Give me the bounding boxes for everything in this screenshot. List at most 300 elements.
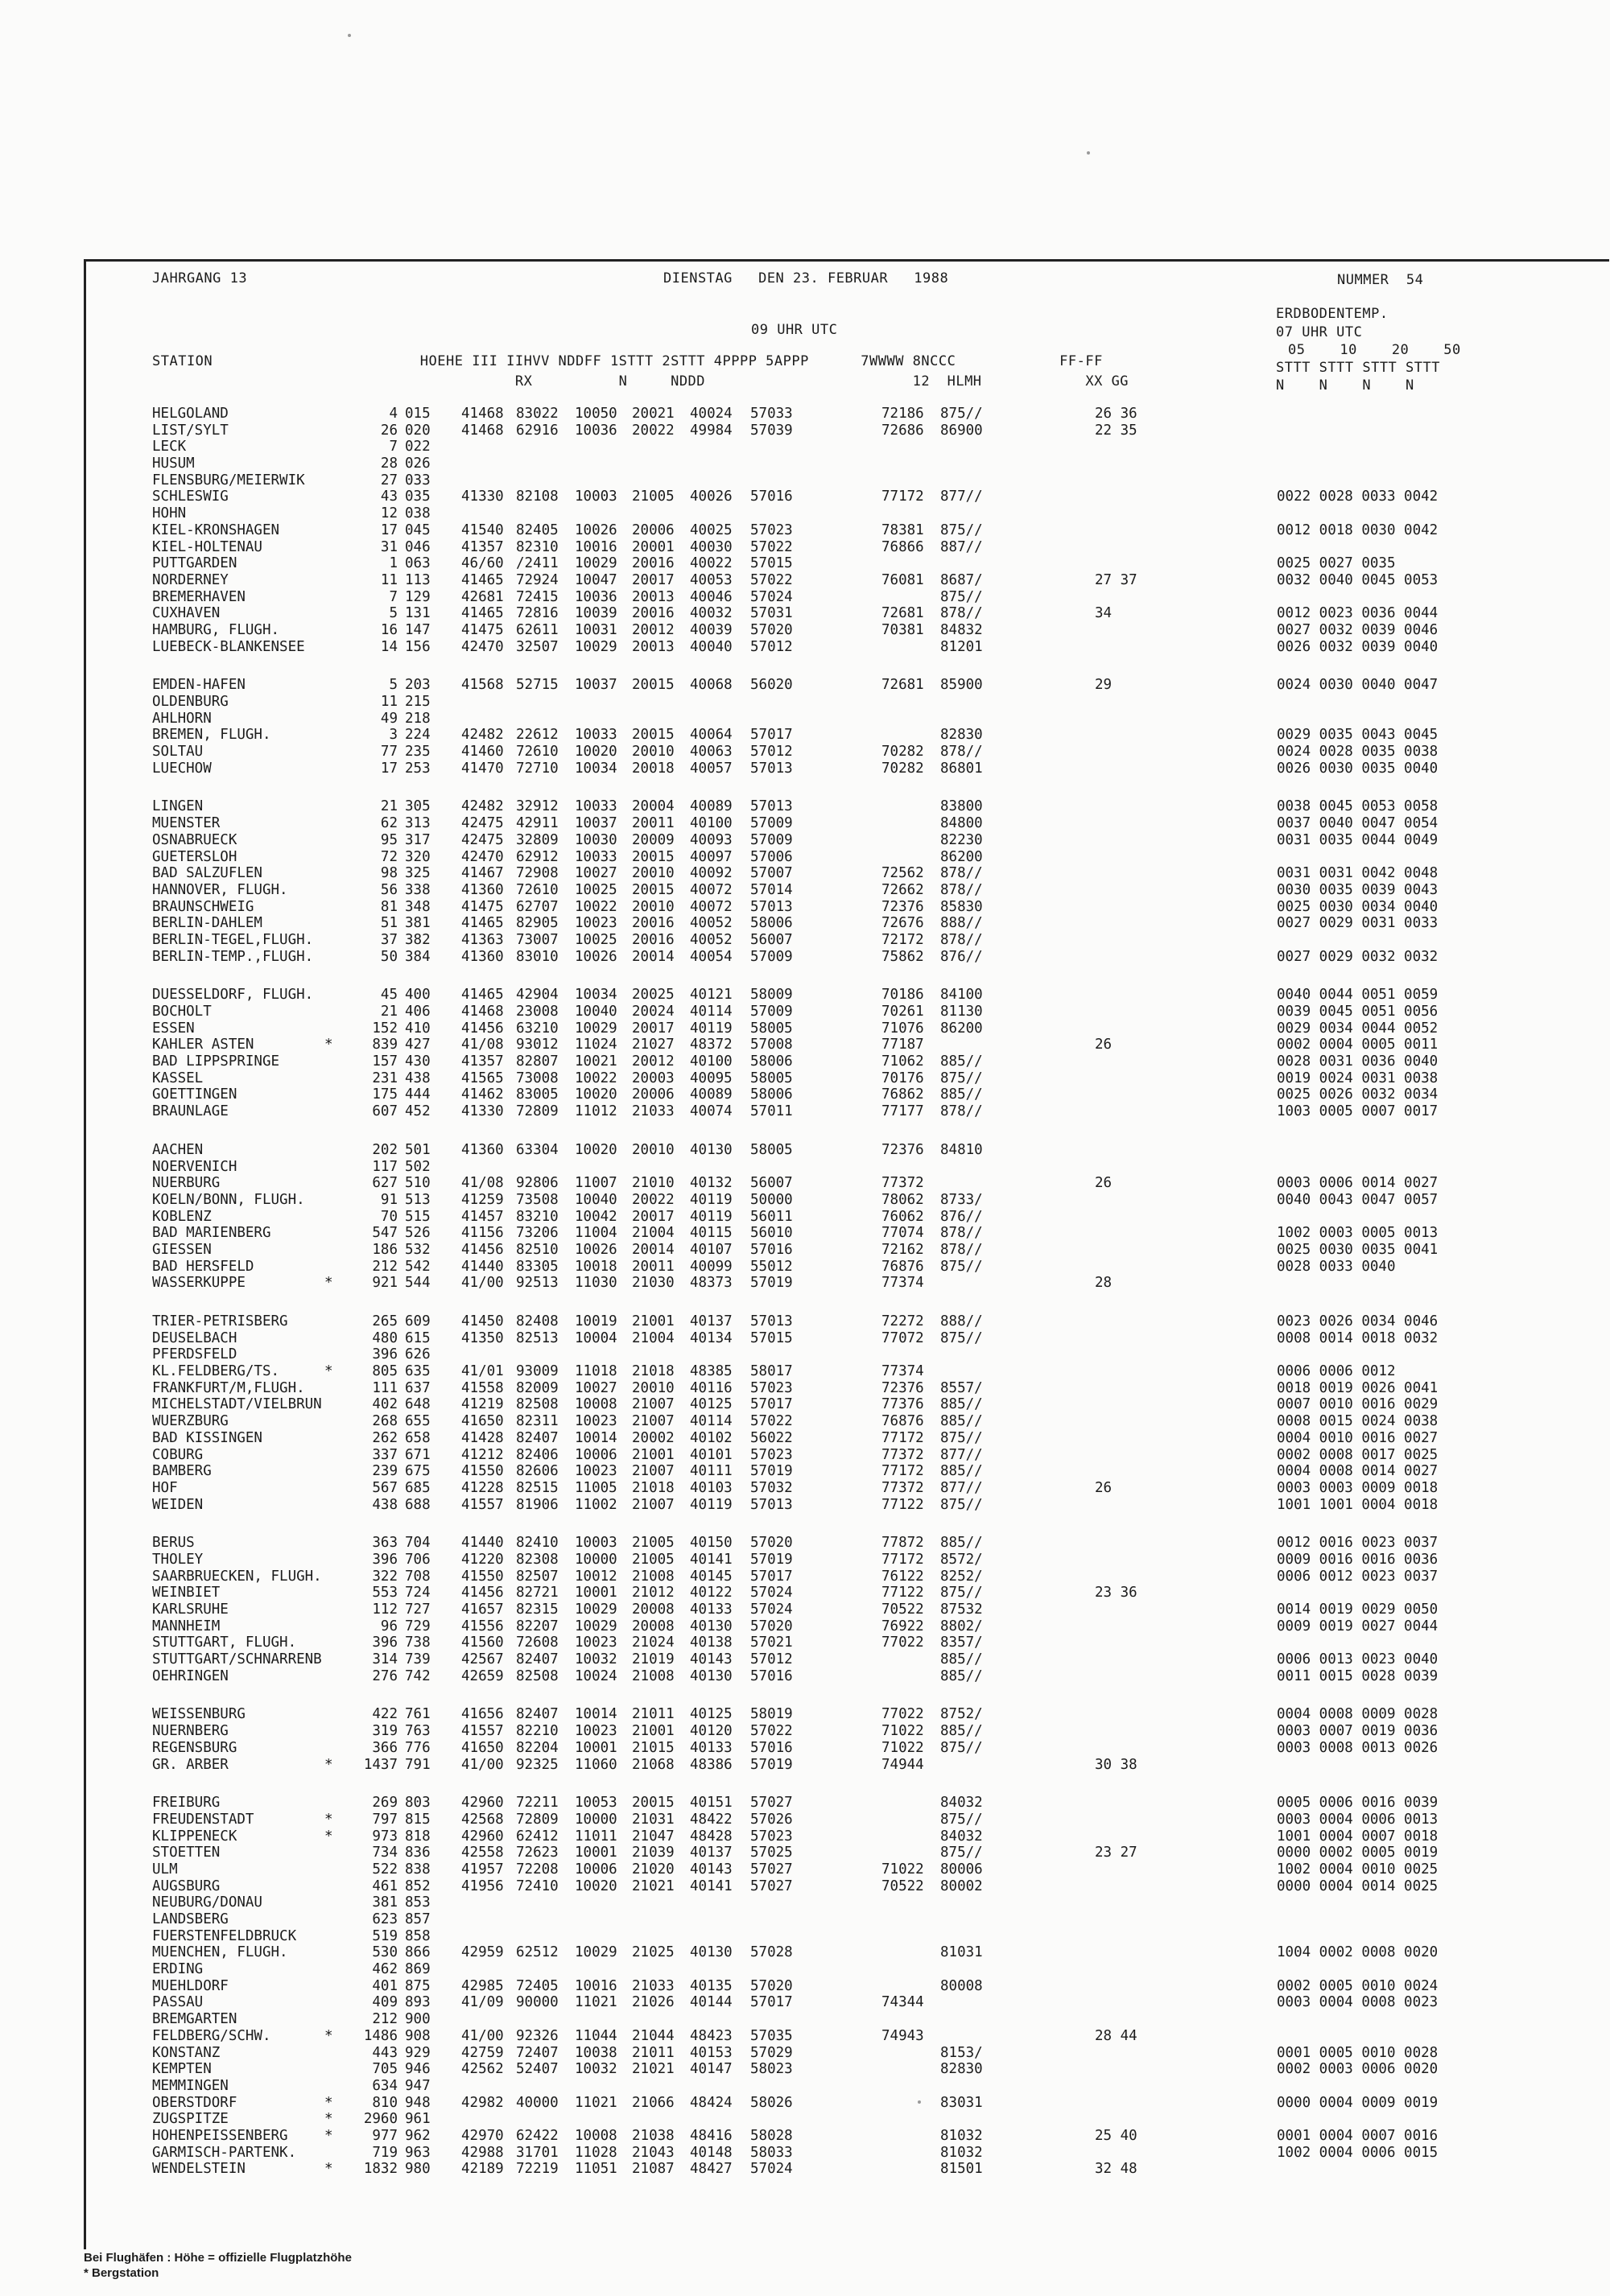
- station-height: 1437: [363, 1756, 398, 1773]
- station-number: 776: [405, 1739, 431, 1756]
- group-7wwww: 72562: [881, 865, 924, 882]
- group-7wwww: 70186: [881, 987, 924, 1004]
- group-5appp: 57024: [750, 1601, 793, 1618]
- station-height: 1832: [363, 2161, 398, 2178]
- soil-temperatures: 0008 0015 0024 0038: [1277, 1413, 1439, 1430]
- group-8nccc: 878//: [940, 1103, 983, 1120]
- group-7wwww: 74943: [881, 2027, 924, 2044]
- soil-temperatures: 0031 0035 0044 0049: [1277, 831, 1439, 848]
- group-2sttt: 21001: [632, 1446, 675, 1463]
- group-iihvv: 41/00: [461, 1275, 504, 1292]
- soil-temperatures: 0026 0032 0039 0040: [1277, 638, 1439, 655]
- group-8nccc: 86900: [940, 422, 983, 439]
- station-name: LIST/SYLT: [152, 422, 229, 439]
- group-5appp: 57015: [750, 555, 793, 572]
- group-4pppp: 40119: [690, 1208, 733, 1225]
- group-8nccc: 87532: [940, 1601, 983, 1618]
- station-number: 838: [405, 1861, 431, 1878]
- group-7wwww: 78062: [881, 1191, 924, 1208]
- station-number: 542: [405, 1258, 431, 1275]
- station-number: 875: [405, 1977, 431, 1994]
- group-nddff: 82721: [516, 1585, 559, 1601]
- group-1sttt: 10032: [575, 2061, 617, 2078]
- station-name: BREMERHAVEN: [152, 588, 246, 605]
- group-nddff: 82207: [516, 1618, 559, 1634]
- station-height: 50: [380, 948, 398, 965]
- station-height: 231: [372, 1070, 398, 1086]
- group-nddff: 82210: [516, 1723, 559, 1740]
- group-nddff: 93009: [516, 1363, 559, 1380]
- soil-temperatures: 0012 0016 0023 0037: [1277, 1535, 1439, 1552]
- station-name: BERLIN-DAHLEM: [152, 915, 262, 932]
- station-row: [152, 1601, 1601, 1618]
- station-height: 212: [372, 2011, 398, 2028]
- station-row: [152, 522, 1601, 539]
- group-7wwww: 70282: [881, 760, 924, 777]
- station-height: 49: [380, 710, 398, 727]
- group-7wwww: 72681: [881, 677, 924, 694]
- group-5appp: 57012: [750, 744, 793, 761]
- group-4pppp: 40143: [690, 1861, 733, 1878]
- group-1sttt: 10026: [575, 1241, 617, 1258]
- group-5appp: 57026: [750, 1811, 793, 1828]
- group-2sttt: 21007: [632, 1413, 675, 1430]
- group-nddff: 82308: [516, 1551, 559, 1568]
- group-8nccc: 84800: [940, 815, 983, 832]
- station-number: 685: [405, 1479, 431, 1496]
- group-1sttt: 10020: [575, 1141, 617, 1158]
- group-4pppp: 40119: [690, 1496, 733, 1513]
- group-iihvv: 41556: [461, 1618, 504, 1634]
- mountain-marker: *: [324, 2161, 333, 2178]
- station-number: 045: [405, 521, 431, 538]
- group-2sttt: 21068: [632, 1756, 675, 1773]
- soil-temperatures: 1001 1001 0004 0018: [1277, 1496, 1439, 1513]
- station-number: 033: [405, 472, 431, 488]
- group-7wwww: 72686: [881, 422, 924, 439]
- group-1sttt: 10023: [575, 1413, 617, 1430]
- group-2sttt: 21044: [632, 2027, 675, 2044]
- group-2sttt: 21011: [632, 2044, 675, 2061]
- group-4pppp: 40103: [690, 1479, 733, 1496]
- group-1sttt: 10001: [575, 1585, 617, 1601]
- soil-temperatures: 0009 0016 0016 0036: [1277, 1551, 1439, 1568]
- group-7wwww: 77122: [881, 1585, 924, 1601]
- group-2sttt: 20016: [632, 555, 675, 572]
- station-row: [152, 1845, 1601, 1861]
- group-1sttt: 10025: [575, 881, 617, 898]
- group-nddff: 73206: [516, 1225, 559, 1242]
- group-1sttt: 10053: [575, 1795, 617, 1812]
- station-row: [152, 1070, 1601, 1087]
- group-2sttt: 20025: [632, 987, 675, 1004]
- station-name: WEISSENBURG: [152, 1706, 246, 1723]
- station-row: [152, 1928, 1601, 1945]
- soil-temp-depths: 05 10 20 50: [1288, 342, 1461, 358]
- station-row: [152, 2161, 1601, 2178]
- group-8nccc: 875//: [940, 1429, 983, 1446]
- station-name: COBURG: [152, 1446, 204, 1463]
- station-name: NEUBURG/DONAU: [152, 1894, 262, 1911]
- group-7wwww: 72376: [881, 1141, 924, 1158]
- group-nddff: 72410: [516, 1878, 559, 1894]
- soil-temperatures: 0009 0019 0027 0044: [1277, 1618, 1439, 1634]
- mountain-marker: *: [324, 1811, 333, 1828]
- group-2sttt: 21001: [632, 1723, 675, 1740]
- station-row: [152, 882, 1601, 899]
- group-4pppp: 40025: [690, 521, 733, 538]
- group-iihvv: 42681: [461, 588, 504, 605]
- group-nddff: 63210: [516, 1020, 559, 1037]
- group-1sttt: 10019: [575, 1313, 617, 1329]
- group-8nccc: 84810: [940, 1141, 983, 1158]
- soil-temperatures: 0022 0028 0033 0042: [1277, 488, 1439, 505]
- soil-temperatures: 0028 0031 0036 0040: [1277, 1053, 1439, 1070]
- station-number: 320: [405, 848, 431, 865]
- station-number: 526: [405, 1225, 431, 1242]
- issue-date: DIENSTAG DEN 23. FEBRUAR 1988: [663, 270, 949, 286]
- group-2sttt: 20012: [632, 621, 675, 638]
- group-2sttt: 20015: [632, 727, 675, 744]
- group-5appp: 57012: [750, 1651, 793, 1668]
- soil-temperatures: 0040 0043 0047 0057: [1277, 1191, 1439, 1208]
- group-4pppp: 48373: [690, 1275, 733, 1292]
- station-number: 218: [405, 710, 431, 727]
- group-5appp: 57024: [750, 1585, 793, 1601]
- group-iihvv: 41360: [461, 948, 504, 965]
- group-1sttt: 10004: [575, 1329, 617, 1346]
- group-4pppp: 40119: [690, 1020, 733, 1037]
- station-height: 3: [389, 727, 398, 744]
- station-number: 113: [405, 571, 431, 588]
- mountain-marker: *: [324, 2094, 333, 2111]
- group-iihvv: 41560: [461, 1634, 504, 1651]
- group-2sttt: 20022: [632, 422, 675, 439]
- group-iihvv: 41465: [461, 571, 504, 588]
- mountain-marker: *: [324, 1756, 333, 1773]
- station-height: 530: [372, 1944, 398, 1961]
- group-5appp: 56011: [750, 1208, 793, 1225]
- station-row: [152, 899, 1601, 916]
- group-7wwww: 77122: [881, 1496, 924, 1513]
- station-row: [152, 832, 1601, 849]
- group-8nccc: 885//: [940, 1053, 983, 1070]
- group-2sttt: 20008: [632, 1601, 675, 1618]
- group-2sttt: 21026: [632, 1994, 675, 2011]
- group-1sttt: 10027: [575, 1379, 617, 1396]
- station-name: REGENSBURG: [152, 1739, 237, 1756]
- station-height: 152: [372, 1020, 398, 1037]
- soil-temperatures: 0024 0030 0040 0047: [1277, 677, 1439, 694]
- station-number: 637: [405, 1379, 431, 1396]
- station-row: [152, 744, 1601, 761]
- group-iihvv: 41156: [461, 1225, 504, 1242]
- station-name: SOLTAU: [152, 744, 204, 761]
- group-7wwww: 76862: [881, 1086, 924, 1103]
- station-name: HOF: [152, 1479, 178, 1496]
- group-4pppp: 48428: [690, 1828, 733, 1845]
- station-height: 1: [389, 555, 398, 572]
- group-5appp: 57023: [750, 1828, 793, 1845]
- soil-temperatures: 0006 0013 0023 0040: [1277, 1651, 1439, 1668]
- station-number: 836: [405, 1845, 431, 1861]
- group-separator: [152, 1773, 1601, 1795]
- group-nddff: 82410: [516, 1535, 559, 1552]
- group-5appp: 57007: [750, 865, 793, 882]
- station-name: STOETTEN: [152, 1845, 221, 1861]
- group-nddff: 73008: [516, 1070, 559, 1086]
- soil-temperatures: 0008 0014 0018 0032: [1277, 1329, 1439, 1346]
- station-row: [152, 1313, 1601, 1330]
- group-4pppp: 40150: [690, 1535, 733, 1552]
- group-iihvv: 41/00: [461, 1756, 504, 1773]
- station-row: [152, 1259, 1601, 1276]
- group-7wwww: 72186: [881, 406, 924, 422]
- group-8nccc: 875//: [940, 588, 983, 605]
- column-subheaders: RX N NDDD 12 HLMH XX GG: [152, 373, 1129, 390]
- wind-gust: 26: [1095, 1037, 1113, 1053]
- station-row: [152, 711, 1601, 728]
- group-iihvv: 41465: [461, 605, 504, 622]
- group-5appp: 57021: [750, 1634, 793, 1651]
- station-height: 96: [380, 1618, 398, 1634]
- group-5appp: 57022: [750, 1413, 793, 1430]
- group-2sttt: 21087: [632, 2161, 675, 2178]
- group-nddff: 83005: [516, 1086, 559, 1103]
- group-4pppp: 40052: [690, 931, 733, 948]
- station-name: LUEBECK-BLANKENSEE: [152, 638, 305, 655]
- station-height: 522: [372, 1861, 398, 1878]
- wind-gust: 29: [1095, 677, 1113, 694]
- group-4pppp: 40119: [690, 1191, 733, 1208]
- group-nddff: 23008: [516, 1004, 559, 1020]
- soil-temperatures: 0003 0004 0006 0013: [1277, 1811, 1439, 1828]
- group-4pppp: 40072: [690, 898, 733, 915]
- station-name: KL.FELDBERG/TS.: [152, 1363, 280, 1380]
- group-7wwww: 76876: [881, 1258, 924, 1275]
- group-7wwww: 76876: [881, 1413, 924, 1430]
- group-nddff: 82905: [516, 915, 559, 932]
- group-nddff: 31701: [516, 2144, 559, 2161]
- station-name: BRAUNSCHWEIG: [152, 898, 254, 915]
- group-5appp: 57028: [750, 1944, 793, 1961]
- soil-temperatures: 0025 0026 0032 0034: [1277, 1086, 1439, 1103]
- group-iihvv: 41363: [461, 931, 504, 948]
- paper-speck: [1087, 151, 1090, 155]
- group-separator: [152, 777, 1601, 798]
- group-2sttt: 20012: [632, 1053, 675, 1070]
- group-5appp: 57012: [750, 638, 793, 655]
- group-iihvv: 41650: [461, 1413, 504, 1430]
- station-number: 635: [405, 1363, 431, 1380]
- station-height: 977: [372, 2127, 398, 2144]
- group-1sttt: 11060: [575, 1756, 617, 1773]
- group-iihvv: 41440: [461, 1258, 504, 1275]
- group-nddff: 72610: [516, 881, 559, 898]
- station-number: 857: [405, 1911, 431, 1927]
- group-2sttt: 21030: [632, 1275, 675, 1292]
- group-4pppp: 40133: [690, 1601, 733, 1618]
- group-1sttt: 10023: [575, 915, 617, 932]
- station-number: 929: [405, 2044, 431, 2061]
- group-4pppp: 40115: [690, 1225, 733, 1242]
- group-5appp: 58005: [750, 1020, 793, 1037]
- group-iihvv: 41475: [461, 898, 504, 915]
- group-1sttt: 10012: [575, 1568, 617, 1585]
- station-number: 815: [405, 1811, 431, 1828]
- group-1sttt: 10016: [575, 1977, 617, 1994]
- group-separator: [152, 1513, 1601, 1535]
- group-5appp: 57023: [750, 521, 793, 538]
- group-1sttt: 10032: [575, 1651, 617, 1668]
- mountain-marker: *: [324, 1363, 333, 1380]
- station-number: 648: [405, 1396, 431, 1413]
- group-1sttt: 10023: [575, 1634, 617, 1651]
- station-name: FREUDENSTADT: [152, 1811, 254, 1828]
- station-name: GOETTINGEN: [152, 1086, 237, 1103]
- group-7wwww: 72172: [881, 931, 924, 948]
- group-2sttt: 20010: [632, 1379, 675, 1396]
- group-nddff: 82513: [516, 1329, 559, 1346]
- group-nddff: 82807: [516, 1053, 559, 1070]
- station-height: 14: [380, 638, 398, 655]
- group-8nccc: 878//: [940, 931, 983, 948]
- group-4pppp: 40102: [690, 1429, 733, 1446]
- group-8nccc: 82830: [940, 2061, 983, 2078]
- station-name: FUERSTENFELDBRUCK: [152, 1927, 297, 1944]
- group-4pppp: 40093: [690, 831, 733, 848]
- group-2sttt: 21012: [632, 1585, 675, 1601]
- group-iihvv: 41957: [461, 1861, 504, 1878]
- station-name: STUTTGART/SCHNARRENB: [152, 1651, 322, 1668]
- group-8nccc: 85830: [940, 898, 983, 915]
- station-height: 111: [372, 1379, 398, 1396]
- column-headers: STATION HOEHE III IIHVV NDDFF 1STTT 2STTT 4PPPP 5APPP 7WWWW 8NCCC FF-FF: [152, 353, 1103, 369]
- station-number: 947: [405, 2077, 431, 2094]
- group-7wwww: 77372: [881, 1479, 924, 1496]
- group-7wwww: 77372: [881, 1446, 924, 1463]
- station-row: [152, 472, 1601, 489]
- station-row: [152, 1103, 1601, 1120]
- station-name: KAHLER ASTEN: [152, 1037, 254, 1053]
- station-name: CUXHAVEN: [152, 605, 221, 622]
- group-7wwww: 70522: [881, 1878, 924, 1894]
- group-iihvv: 41330: [461, 1103, 504, 1120]
- group-5appp: 56010: [750, 1225, 793, 1242]
- station-name: WEIDEN: [152, 1496, 204, 1513]
- group-4pppp: 40092: [690, 865, 733, 882]
- soil-temperatures: 0000 0004 0014 0025: [1277, 1878, 1439, 1894]
- group-7wwww: 70261: [881, 1004, 924, 1020]
- group-8nccc: 81032: [940, 2127, 983, 2144]
- group-nddff: 62916: [516, 422, 559, 439]
- group-7wwww: 72662: [881, 881, 924, 898]
- group-2sttt: 20017: [632, 571, 675, 588]
- group-nddff: /2411: [516, 555, 559, 572]
- group-nddff: 72623: [516, 1845, 559, 1861]
- group-iihvv: 41657: [461, 1601, 504, 1618]
- group-1sttt: 10036: [575, 588, 617, 605]
- station-number: 727: [405, 1601, 431, 1618]
- station-name: AHLHORN: [152, 710, 212, 727]
- group-nddff: 40000: [516, 2094, 559, 2111]
- station-name: ESSEN: [152, 1020, 195, 1037]
- group-4pppp: 40046: [690, 588, 733, 605]
- station-name: WENDELSTEIN: [152, 2161, 246, 2178]
- group-2sttt: 21015: [632, 1739, 675, 1756]
- station-height: 72: [380, 848, 398, 865]
- group-5appp: 57020: [750, 1618, 793, 1634]
- soil-temperatures: 0038 0045 0053 0058: [1277, 798, 1439, 815]
- station-row: [152, 1994, 1601, 2011]
- station-height: 276: [372, 1667, 398, 1684]
- group-5appp: 56007: [750, 931, 793, 948]
- group-8nccc: 885//: [940, 1535, 983, 1552]
- group-4pppp: 40099: [690, 1258, 733, 1275]
- group-1sttt: 10014: [575, 1429, 617, 1446]
- station-height: 16: [380, 621, 398, 638]
- group-8nccc: 875//: [940, 1845, 983, 1861]
- group-7wwww: 76122: [881, 1568, 924, 1585]
- group-2sttt: 21031: [632, 1811, 675, 1828]
- station-height: 11: [380, 694, 398, 710]
- group-5appp: 57013: [750, 1313, 793, 1329]
- group-1sttt: 11028: [575, 2144, 617, 2161]
- group-5appp: 57011: [750, 1103, 793, 1120]
- group-7wwww: 77022: [881, 1634, 924, 1651]
- group-5appp: 57022: [750, 538, 793, 555]
- soil-temperatures: 0031 0031 0042 0048: [1277, 865, 1439, 882]
- group-8nccc: 85900: [940, 677, 983, 694]
- group-2sttt: 20015: [632, 848, 675, 865]
- station-row: [152, 1396, 1601, 1413]
- station-name: NOERVENICH: [152, 1158, 237, 1175]
- wind-gust: 26: [1095, 1175, 1113, 1192]
- group-5appp: 57019: [750, 1551, 793, 1568]
- group-1sttt: 11004: [575, 1225, 617, 1242]
- group-iihvv: 42959: [461, 1944, 504, 1961]
- group-2sttt: 21007: [632, 1463, 675, 1480]
- group-4pppp: 40054: [690, 948, 733, 965]
- group-4pppp: 48422: [690, 1811, 733, 1828]
- group-5appp: 57016: [750, 1241, 793, 1258]
- group-iihvv: 41357: [461, 1053, 504, 1070]
- station-name: ERDING: [152, 1961, 204, 1978]
- station-height: 7: [389, 588, 398, 605]
- group-nddff: 92806: [516, 1175, 559, 1192]
- group-2sttt: 21024: [632, 1634, 675, 1651]
- station-row: [152, 2111, 1601, 2128]
- group-4pppp: 40032: [690, 605, 733, 622]
- station-height: 705: [372, 2061, 398, 2078]
- station-number: 313: [405, 815, 431, 832]
- station-number: 706: [405, 1551, 431, 1568]
- group-4pppp: 40101: [690, 1446, 733, 1463]
- group-nddff: 72405: [516, 1977, 559, 1994]
- mountain-marker: *: [324, 1275, 333, 1292]
- station-name: NUERBURG: [152, 1175, 221, 1192]
- station-row: [152, 1585, 1601, 1601]
- group-4pppp: 40114: [690, 1413, 733, 1430]
- station-row: [152, 1723, 1601, 1740]
- station-number: 325: [405, 865, 431, 882]
- group-2sttt: 20017: [632, 1020, 675, 1037]
- group-8nccc: 83031: [940, 2094, 983, 2111]
- station-number: 253: [405, 760, 431, 777]
- group-nddff: 72407: [516, 2044, 559, 2061]
- group-nddff: 83022: [516, 406, 559, 422]
- group-iihvv: 41/08: [461, 1175, 504, 1192]
